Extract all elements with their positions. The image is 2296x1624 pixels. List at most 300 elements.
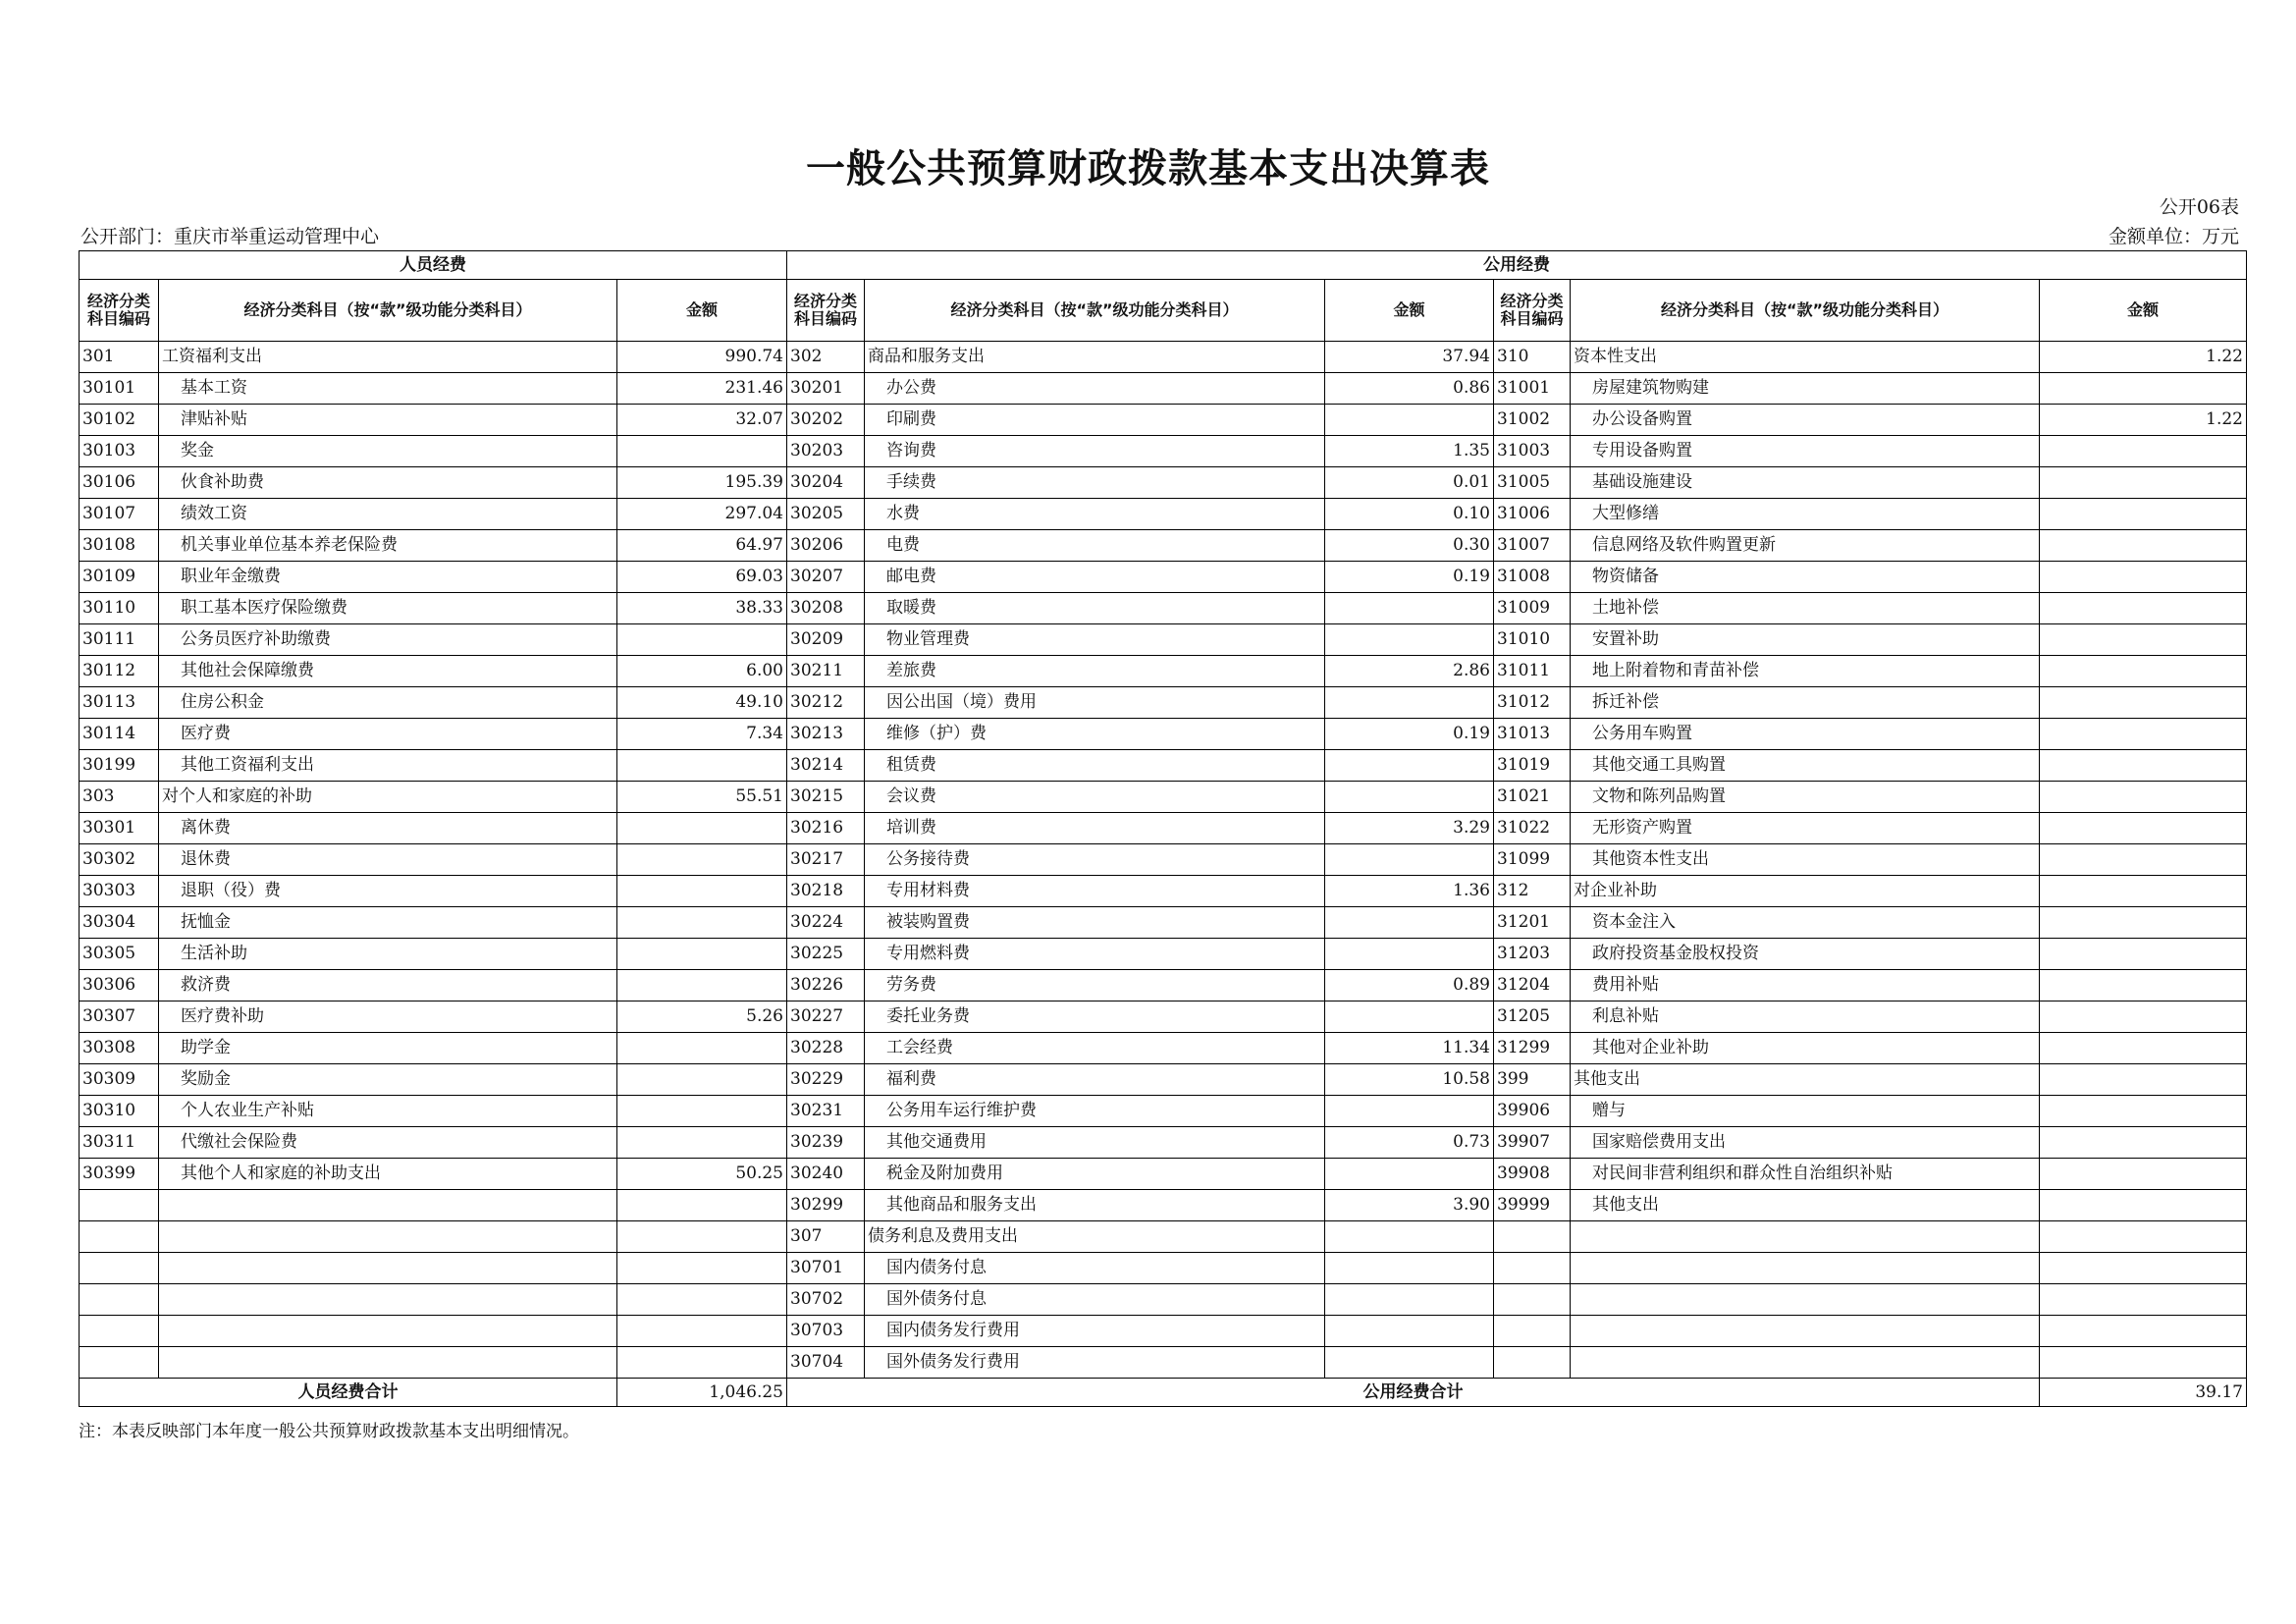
cell-amount: 55.51 <box>617 782 787 813</box>
cell-amount: 0.89 <box>1325 970 1494 1001</box>
cell-amount <box>2040 687 2247 719</box>
cell-name: 租赁费 <box>865 750 1325 782</box>
cell-amount <box>1325 1001 1494 1033</box>
cell-name: 公务员医疗补助缴费 <box>159 624 617 656</box>
cell-code: 30224 <box>787 907 865 939</box>
personnel-total-label: 人员经费合计 <box>80 1379 617 1407</box>
personnel-total-amount: 1,046.25 <box>617 1379 787 1407</box>
cell-amount <box>1325 844 1494 876</box>
cell-code <box>1494 1316 1571 1347</box>
cell-code: 39907 <box>1494 1127 1571 1159</box>
header-amount: 金额 <box>2040 280 2247 342</box>
cell-amount: 231.46 <box>617 373 787 405</box>
cell-amount: 1.36 <box>1325 876 1494 907</box>
cell-code: 30218 <box>787 876 865 907</box>
cell-amount <box>2040 656 2247 687</box>
cell-name: 代缴社会保险费 <box>159 1127 617 1159</box>
cell-amount <box>2040 562 2247 593</box>
cell-name: 无形资产购置 <box>1571 813 2040 844</box>
cell-name: 专用燃料费 <box>865 939 1325 970</box>
header-amount: 金额 <box>617 280 787 342</box>
cell-code: 30110 <box>80 593 159 624</box>
cell-code: 31201 <box>1494 907 1571 939</box>
column-header-row <box>80 280 2247 342</box>
cell-amount <box>617 1253 787 1284</box>
cell-amount <box>1325 1096 1494 1127</box>
cell-code: 30114 <box>80 719 159 750</box>
cell-amount <box>1325 939 1494 970</box>
cell-amount <box>2040 782 2247 813</box>
cell-amount: 11.34 <box>1325 1033 1494 1064</box>
cell-name: 其他支出 <box>1571 1190 2040 1221</box>
cell-amount: 2.86 <box>1325 656 1494 687</box>
table-row <box>80 1221 2247 1253</box>
cell-amount <box>617 436 787 467</box>
cell-name: 水费 <box>865 499 1325 530</box>
table-row <box>80 373 2247 405</box>
cell-code: 30704 <box>787 1347 865 1379</box>
cell-name: 劳务费 <box>865 970 1325 1001</box>
table-row <box>80 939 2247 970</box>
cell-name: 办公费 <box>865 373 1325 405</box>
cell-code: 30215 <box>787 782 865 813</box>
cell-amount: 195.39 <box>617 467 787 499</box>
cell-code: 39906 <box>1494 1096 1571 1127</box>
cell-code: 30703 <box>787 1316 865 1347</box>
cell-amount: 0.19 <box>1325 719 1494 750</box>
table-row <box>80 1316 2247 1347</box>
table-row <box>80 1127 2247 1159</box>
cell-amount <box>2040 1316 2247 1347</box>
cell-name: 政府投资基金股权投资 <box>1571 939 2040 970</box>
cell-name: 伙食补助费 <box>159 467 617 499</box>
cell-name: 医疗费补助 <box>159 1001 617 1033</box>
section-header-row <box>80 251 2247 280</box>
cell-name: 信息网络及软件购置更新 <box>1571 530 2040 562</box>
cell-amount: 990.74 <box>617 342 787 373</box>
cell-name: 差旅费 <box>865 656 1325 687</box>
cell-amount <box>2040 1159 2247 1190</box>
cell-code: 30101 <box>80 373 159 405</box>
cell-code: 302 <box>787 342 865 373</box>
cell-name: 商品和服务支出 <box>865 342 1325 373</box>
cell-amount: 1.22 <box>2040 405 2247 436</box>
cell-amount <box>2040 530 2247 562</box>
cell-amount <box>2040 373 2247 405</box>
cell-amount <box>617 844 787 876</box>
cell-code: 30702 <box>787 1284 865 1316</box>
table-row <box>80 436 2247 467</box>
table-row <box>80 907 2247 939</box>
table-row <box>80 1253 2247 1284</box>
cell-amount <box>1325 1159 1494 1190</box>
cell-code: 30206 <box>787 530 865 562</box>
cell-code: 30212 <box>787 687 865 719</box>
cell-name: 维修（护）费 <box>865 719 1325 750</box>
cell-name: 职工基本医疗保险缴费 <box>159 593 617 624</box>
cell-amount <box>1325 593 1494 624</box>
cell-code: 31099 <box>1494 844 1571 876</box>
cell-name: 抚恤金 <box>159 907 617 939</box>
cell-code: 307 <box>787 1221 865 1253</box>
cell-code: 30310 <box>80 1096 159 1127</box>
cell-code: 30305 <box>80 939 159 970</box>
cell-code: 30229 <box>787 1064 865 1096</box>
cell-name: 费用补贴 <box>1571 970 2040 1001</box>
cell-name: 其他工资福利支出 <box>159 750 617 782</box>
cell-amount <box>2040 1253 2247 1284</box>
cell-code: 30231 <box>787 1096 865 1127</box>
cell-name: 生活补助 <box>159 939 617 970</box>
table-row <box>80 467 2247 499</box>
form-number: 公开06表 <box>2159 196 2239 218</box>
cell-amount <box>2040 1284 2247 1316</box>
cell-name: 国内债务付息 <box>865 1253 1325 1284</box>
cell-name: 专用设备购置 <box>1571 436 2040 467</box>
cell-amount <box>2040 1096 2247 1127</box>
cell-name: 退职（役）费 <box>159 876 617 907</box>
cell-code: 31204 <box>1494 970 1571 1001</box>
cell-name: 助学金 <box>159 1033 617 1064</box>
cell-code: 31203 <box>1494 939 1571 970</box>
cell-amount <box>617 970 787 1001</box>
header-name: 经济分类科目（按“款”级功能分类科目） <box>865 280 1325 342</box>
cell-name: 印刷费 <box>865 405 1325 436</box>
cell-name: 公务接待费 <box>865 844 1325 876</box>
cell-amount: 37.94 <box>1325 342 1494 373</box>
section-public: 公用经费 <box>787 251 2247 280</box>
cell-code: 31022 <box>1494 813 1571 844</box>
cell-code <box>1494 1221 1571 1253</box>
cell-code: 31011 <box>1494 656 1571 687</box>
cell-amount: 38.33 <box>617 593 787 624</box>
header-name: 经济分类科目（按“款”级功能分类科目） <box>159 280 617 342</box>
section-personnel: 人员经费 <box>80 251 787 280</box>
cell-amount <box>617 1033 787 1064</box>
cell-amount <box>617 907 787 939</box>
cell-amount: 0.10 <box>1325 499 1494 530</box>
cell-amount <box>1325 1284 1494 1316</box>
cell-amount: 6.00 <box>617 656 787 687</box>
cell-name: 专用材料费 <box>865 876 1325 907</box>
cell-amount <box>617 1064 787 1096</box>
cell-code: 30207 <box>787 562 865 593</box>
cell-code: 31001 <box>1494 373 1571 405</box>
cell-amount <box>2040 907 2247 939</box>
cell-name <box>1571 1347 2040 1379</box>
cell-code: 31299 <box>1494 1033 1571 1064</box>
cell-name: 委托业务费 <box>865 1001 1325 1033</box>
cell-code: 30112 <box>80 656 159 687</box>
cell-code: 30113 <box>80 687 159 719</box>
table-row <box>80 1064 2247 1096</box>
table-row <box>80 624 2247 656</box>
cell-name <box>159 1253 617 1284</box>
cell-amount <box>2040 593 2247 624</box>
cell-code: 30239 <box>787 1127 865 1159</box>
cell-amount <box>1325 1316 1494 1347</box>
cell-amount: 69.03 <box>617 562 787 593</box>
cell-amount <box>2040 1221 2247 1253</box>
cell-name: 其他资本性支出 <box>1571 844 2040 876</box>
cell-amount <box>2040 719 2247 750</box>
cell-amount: 297.04 <box>617 499 787 530</box>
cell-code: 30208 <box>787 593 865 624</box>
cell-name: 绩效工资 <box>159 499 617 530</box>
cell-code: 30111 <box>80 624 159 656</box>
cell-amount: 32.07 <box>617 405 787 436</box>
cell-name: 福利费 <box>865 1064 1325 1096</box>
table-row <box>80 844 2247 876</box>
cell-name: 公务用车购置 <box>1571 719 2040 750</box>
cell-name: 利息补贴 <box>1571 1001 2040 1033</box>
cell-code: 31205 <box>1494 1001 1571 1033</box>
footnote: 注：本表反映部门本年度一般公共预算财政拨款基本支出明细情况。 <box>79 1422 579 1441</box>
cell-code <box>80 1316 159 1347</box>
cell-code: 301 <box>80 342 159 373</box>
cell-amount <box>1325 1253 1494 1284</box>
cell-code: 30311 <box>80 1127 159 1159</box>
cell-name: 退休费 <box>159 844 617 876</box>
cell-name: 其他对企业补助 <box>1571 1033 2040 1064</box>
cell-code: 30204 <box>787 467 865 499</box>
cell-name: 赠与 <box>1571 1096 2040 1127</box>
cell-name: 办公设备购置 <box>1571 405 2040 436</box>
cell-amount <box>617 624 787 656</box>
cell-amount <box>617 1316 787 1347</box>
table-row <box>80 562 2247 593</box>
cell-code <box>80 1221 159 1253</box>
cell-name <box>1571 1253 2040 1284</box>
cell-code: 30701 <box>787 1253 865 1284</box>
table-row <box>80 1001 2247 1033</box>
cell-amount <box>1325 687 1494 719</box>
cell-amount <box>617 1190 787 1221</box>
cell-name <box>1571 1221 2040 1253</box>
header-name: 经济分类科目（按“款”级功能分类科目） <box>1571 280 2040 342</box>
public-total-amount: 39.17 <box>2040 1379 2247 1407</box>
cell-amount: 3.90 <box>1325 1190 1494 1221</box>
cell-amount: 49.10 <box>617 687 787 719</box>
cell-code: 30303 <box>80 876 159 907</box>
cell-code: 30309 <box>80 1064 159 1096</box>
cell-amount <box>617 939 787 970</box>
cell-amount <box>617 1347 787 1379</box>
table-row <box>80 530 2247 562</box>
cell-code: 30202 <box>787 405 865 436</box>
cell-name: 对民间非营利组织和群众性自治组织补贴 <box>1571 1159 2040 1190</box>
cell-code: 30306 <box>80 970 159 1001</box>
cell-code: 30299 <box>787 1190 865 1221</box>
cell-code: 31013 <box>1494 719 1571 750</box>
cell-name: 国外债务付息 <box>865 1284 1325 1316</box>
cell-name <box>159 1190 617 1221</box>
cell-name: 资本金注入 <box>1571 907 2040 939</box>
cell-amount <box>1325 624 1494 656</box>
cell-name: 工资福利支出 <box>159 342 617 373</box>
cell-code: 30307 <box>80 1001 159 1033</box>
cell-name: 物业管理费 <box>865 624 1325 656</box>
cell-name: 其他支出 <box>1571 1064 2040 1096</box>
cell-code: 30201 <box>787 373 865 405</box>
cell-name: 邮电费 <box>865 562 1325 593</box>
cell-amount <box>617 876 787 907</box>
header-amount: 金额 <box>1325 280 1494 342</box>
cell-amount: 1.22 <box>2040 342 2247 373</box>
cell-name: 培训费 <box>865 813 1325 844</box>
cell-code <box>1494 1253 1571 1284</box>
cell-code <box>1494 1284 1571 1316</box>
cell-name: 会议费 <box>865 782 1325 813</box>
cell-code: 39999 <box>1494 1190 1571 1221</box>
table-row <box>80 499 2247 530</box>
cell-code: 310 <box>1494 342 1571 373</box>
cell-code: 30226 <box>787 970 865 1001</box>
cell-amount <box>2040 1347 2247 1379</box>
cell-code: 30302 <box>80 844 159 876</box>
cell-name <box>159 1284 617 1316</box>
cell-code <box>80 1253 159 1284</box>
cell-name <box>159 1347 617 1379</box>
cell-amount: 64.97 <box>617 530 787 562</box>
cell-name: 被装购置费 <box>865 907 1325 939</box>
cell-amount: 0.86 <box>1325 373 1494 405</box>
cell-code: 31010 <box>1494 624 1571 656</box>
cell-amount <box>2040 1001 2247 1033</box>
cell-code: 39908 <box>1494 1159 1571 1190</box>
table-row <box>80 342 2247 373</box>
cell-code: 30240 <box>787 1159 865 1190</box>
cell-amount <box>2040 499 2247 530</box>
cell-amount <box>1325 907 1494 939</box>
header-code: 经济分类科目编码 <box>787 280 865 342</box>
table-row <box>80 1096 2247 1127</box>
cell-amount: 1.35 <box>1325 436 1494 467</box>
expenditure-table <box>79 250 2247 1407</box>
cell-amount: 7.34 <box>617 719 787 750</box>
cell-code: 30103 <box>80 436 159 467</box>
cell-name: 医疗费 <box>159 719 617 750</box>
cell-name: 咨询费 <box>865 436 1325 467</box>
cell-name: 职业年金缴费 <box>159 562 617 593</box>
cell-name: 地上附着物和青苗补偿 <box>1571 656 2040 687</box>
cell-amount <box>1325 1221 1494 1253</box>
cell-name: 文物和陈列品购置 <box>1571 782 2040 813</box>
cell-name <box>1571 1284 2040 1316</box>
cell-code: 30301 <box>80 813 159 844</box>
cell-code: 30102 <box>80 405 159 436</box>
table-row <box>80 687 2247 719</box>
cell-amount <box>2040 844 2247 876</box>
cell-name: 房屋建筑物购建 <box>1571 373 2040 405</box>
cell-amount <box>617 1221 787 1253</box>
cell-amount: 50.25 <box>617 1159 787 1190</box>
cell-amount <box>1325 750 1494 782</box>
cell-name: 对企业补助 <box>1571 876 2040 907</box>
cell-name: 个人农业生产补贴 <box>159 1096 617 1127</box>
cell-code <box>80 1347 159 1379</box>
cell-name: 税金及附加费用 <box>865 1159 1325 1190</box>
cell-code: 31005 <box>1494 467 1571 499</box>
table-row <box>80 405 2247 436</box>
cell-amount <box>1325 405 1494 436</box>
cell-name: 安置补助 <box>1571 624 2040 656</box>
cell-code: 30205 <box>787 499 865 530</box>
cell-name: 公务用车运行维护费 <box>865 1096 1325 1127</box>
cell-name: 工会经费 <box>865 1033 1325 1064</box>
cell-code: 30214 <box>787 750 865 782</box>
cell-name: 其他个人和家庭的补助支出 <box>159 1159 617 1190</box>
cell-name: 国外债务发行费用 <box>865 1347 1325 1379</box>
cell-code: 30217 <box>787 844 865 876</box>
cell-code: 30203 <box>787 436 865 467</box>
table-row <box>80 1033 2247 1064</box>
cell-name: 基础设施建设 <box>1571 467 2040 499</box>
table-row <box>80 719 2247 750</box>
cell-name: 其他交通费用 <box>865 1127 1325 1159</box>
cell-code <box>1494 1347 1571 1379</box>
cell-amount <box>2040 1033 2247 1064</box>
cell-amount: 0.19 <box>1325 562 1494 593</box>
cell-code: 30228 <box>787 1033 865 1064</box>
unit-label: 金额单位：万元 <box>2108 226 2239 247</box>
cell-code: 31003 <box>1494 436 1571 467</box>
cell-amount <box>617 1127 787 1159</box>
cell-name: 对个人和家庭的补助 <box>159 782 617 813</box>
cell-code <box>80 1284 159 1316</box>
cell-amount: 10.58 <box>1325 1064 1494 1096</box>
cell-amount <box>2040 813 2247 844</box>
cell-code: 30106 <box>80 467 159 499</box>
cell-code: 30108 <box>80 530 159 562</box>
cell-code: 30211 <box>787 656 865 687</box>
cell-name: 基本工资 <box>159 373 617 405</box>
cell-name: 津贴补贴 <box>159 405 617 436</box>
cell-name: 国家赔偿费用支出 <box>1571 1127 2040 1159</box>
cell-name: 取暖费 <box>865 593 1325 624</box>
cell-amount <box>2040 1127 2247 1159</box>
cell-code <box>80 1190 159 1221</box>
cell-name: 其他社会保障缴费 <box>159 656 617 687</box>
cell-name: 大型修缮 <box>1571 499 2040 530</box>
table-row <box>80 782 2247 813</box>
table-row <box>80 750 2247 782</box>
cell-code: 31006 <box>1494 499 1571 530</box>
cell-amount <box>1325 782 1494 813</box>
cell-code: 30216 <box>787 813 865 844</box>
public-total-label: 公用经费合计 <box>787 1379 2040 1407</box>
cell-code: 31009 <box>1494 593 1571 624</box>
cell-name: 因公出国（境）费用 <box>865 687 1325 719</box>
cell-amount: 5.26 <box>617 1001 787 1033</box>
table-row <box>80 1190 2247 1221</box>
cell-amount: 0.30 <box>1325 530 1494 562</box>
cell-name: 救济费 <box>159 970 617 1001</box>
totals-row <box>80 1379 2247 1407</box>
cell-amount: 0.73 <box>1325 1127 1494 1159</box>
cell-code: 31019 <box>1494 750 1571 782</box>
table-row <box>80 1347 2247 1379</box>
cell-name: 物资储备 <box>1571 562 2040 593</box>
cell-name: 国内债务发行费用 <box>865 1316 1325 1347</box>
cell-code: 303 <box>80 782 159 813</box>
cell-name: 离休费 <box>159 813 617 844</box>
cell-amount <box>2040 970 2247 1001</box>
cell-code: 31002 <box>1494 405 1571 436</box>
table-row <box>80 593 2247 624</box>
cell-code: 30109 <box>80 562 159 593</box>
cell-name: 奖金 <box>159 436 617 467</box>
